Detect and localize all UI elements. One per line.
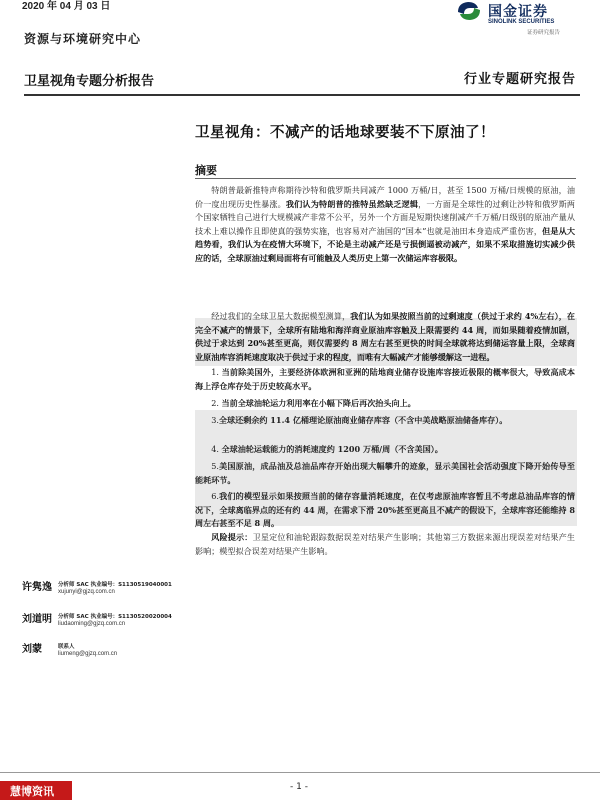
finding-text: 美国原油，成品油及总油品库存开始出现大幅攀升的迹象，显示美国社会活动强度下降开始传导至能耗环节。 (195, 461, 575, 485)
analyst-role: 分析师 SAC 执业编号：S1130520020004 (58, 614, 172, 620)
sinolink-logo-icon (456, 0, 482, 22)
finding-number: 3. (211, 415, 219, 425)
finding-number: 1. (211, 367, 219, 377)
para1-emphasis-2: 但是从大趋势看，我们认为在疫情大环境下，不论是主动减产还是亏损倒逼被动减产，如果不采取措施切实减少供应的话，全球原油过剩局面将有可能触及人类历史上第一次储运库容极限。 (195, 225, 575, 263)
analyst-name: 刘道明 (22, 614, 52, 625)
footer-brand-logo (0, 781, 72, 800)
abstract-heading: 摘要 (195, 164, 217, 177)
para2-text: 经过我们的全球卫星大数据模型测算， (211, 311, 351, 321)
para1-text-2: ，一方面是全球性的过剩让沙特和俄罗斯两个国家牺牲自己进行大规模减产非常不公平，另外一个方面是短期快速削减产千万桶/日级别的原油产量从技术上难以操作且即使真的强势实施，也容易对产油国的“国本”也就是油田本身造成严重伤害， (195, 198, 575, 236)
footer-divider (0, 772, 600, 773)
report-date: 2020 年 04 月 03 日 (22, 1, 111, 12)
analyst-name: 许隽逸 (22, 582, 52, 593)
research-department: 资源与环境研究中心 (24, 32, 142, 46)
abstract-paragraph-1 (195, 184, 575, 266)
para1-text: 特朗普最新推特声称期待沙特和俄罗斯共同减产 1000 万桶/日，甚至 1500 万桶/日规模的原油，油价一度出现历史性暴涨。 (195, 185, 575, 209)
analyst-email[interactable]: liumeng@gjzq.com.cn (58, 651, 118, 657)
finding-number: 2. (211, 398, 219, 408)
page-number: - 1 - (290, 782, 308, 792)
finding-number: 4. (211, 444, 219, 454)
finding-text: 全球还剩余约 11.4 亿桶理论原油商业储存库容（不含中美战略原油储备库存）。 (218, 415, 508, 425)
risk-warning (195, 531, 575, 558)
analyst-name: 刘蒙 (22, 644, 42, 655)
report-series: 卫星视角专题分析报告 (24, 74, 155, 89)
finding-text: 我们的模型显示如果按照当前的储存容量消耗速度，在仅考虑原油库容暂且不考虑总油品库容的情况下，全球离临界点的还有约 44 周，在需求下滑 20%甚至更高且不减产的假设下，全球库容还能维持 8 周左右甚至不足 8 周。 (195, 491, 575, 529)
logo-text-cn: 国金证券 (488, 4, 548, 20)
finding-item-5 (195, 460, 575, 487)
report-type-label: 证券研究报告 (527, 30, 561, 36)
risk-text: 卫星定位和油轮跟踪数据误差对结果产生影响；其他第三方数据来源出现误差对结果产生影响；模型拟合误差对结果产生影响。 (195, 532, 575, 556)
finding-item-4 (195, 443, 575, 457)
finding-text: 当前除美国外，主要经济体欧洲和亚洲的陆地商业储存设施库容接近极限的概率很大，导致高成本海上浮仓库存处于历史较高水平。 (195, 367, 575, 391)
risk-label: 风险提示： (211, 532, 253, 542)
analyst-role: 分析师 SAC 执业编号：S1130519040001 (58, 582, 172, 588)
finding-item-1 (195, 366, 575, 393)
finding-number: 6. (211, 491, 219, 501)
finding-item-2 (195, 397, 575, 411)
report-title: 卫星视角：不减产的话地球要装不下原油了！ (195, 124, 495, 141)
finding-item-6 (195, 490, 575, 531)
report-category: 行业专题研究报告 (463, 72, 576, 87)
finding-text: 当前全球油轮运力利用率在小幅下降后再次抬头向上。 (221, 398, 416, 408)
abstract-divider (195, 178, 576, 179)
abstract-paragraph-2 (195, 310, 575, 364)
analyst-email[interactable]: liudaoming@gjzq.com.cn (58, 621, 126, 627)
footer-brand-text: 慧博资讯 (10, 785, 54, 798)
finding-text: 全球油轮运载能力的消耗速度约 1200 万桶/周（不含美国）。 (221, 444, 443, 454)
finding-item-3 (195, 414, 575, 428)
header-divider (24, 94, 580, 96)
analyst-role: 联系人 (58, 644, 75, 650)
logo-text-en: SINOLINK SECURITIES (488, 19, 555, 25)
para1-emphasis-1: 我们认为特朗普的推特虽然缺乏逻辑 (285, 198, 419, 209)
analyst-email[interactable]: xujunyi@gjzq.com.cn (58, 589, 115, 595)
para2-emphasis: 我们认为如果按照当前的过剩速度（供过于求约 4%左右），在完全不减产的情景下，全球所有陆地和海洋商业原油库容触及上限需要约 44 周，而如果随着疫情加剧，供过于求达到 20%甚至更高，则仅需要约 8 周左右甚至更快的时间全球就将达到储运容量上限，全球商业原油库容消耗速度取决于供过于求的程度，而唯有大幅减产才能够缓解这一进程。 (195, 311, 575, 362)
finding-number: 5. (211, 461, 219, 471)
